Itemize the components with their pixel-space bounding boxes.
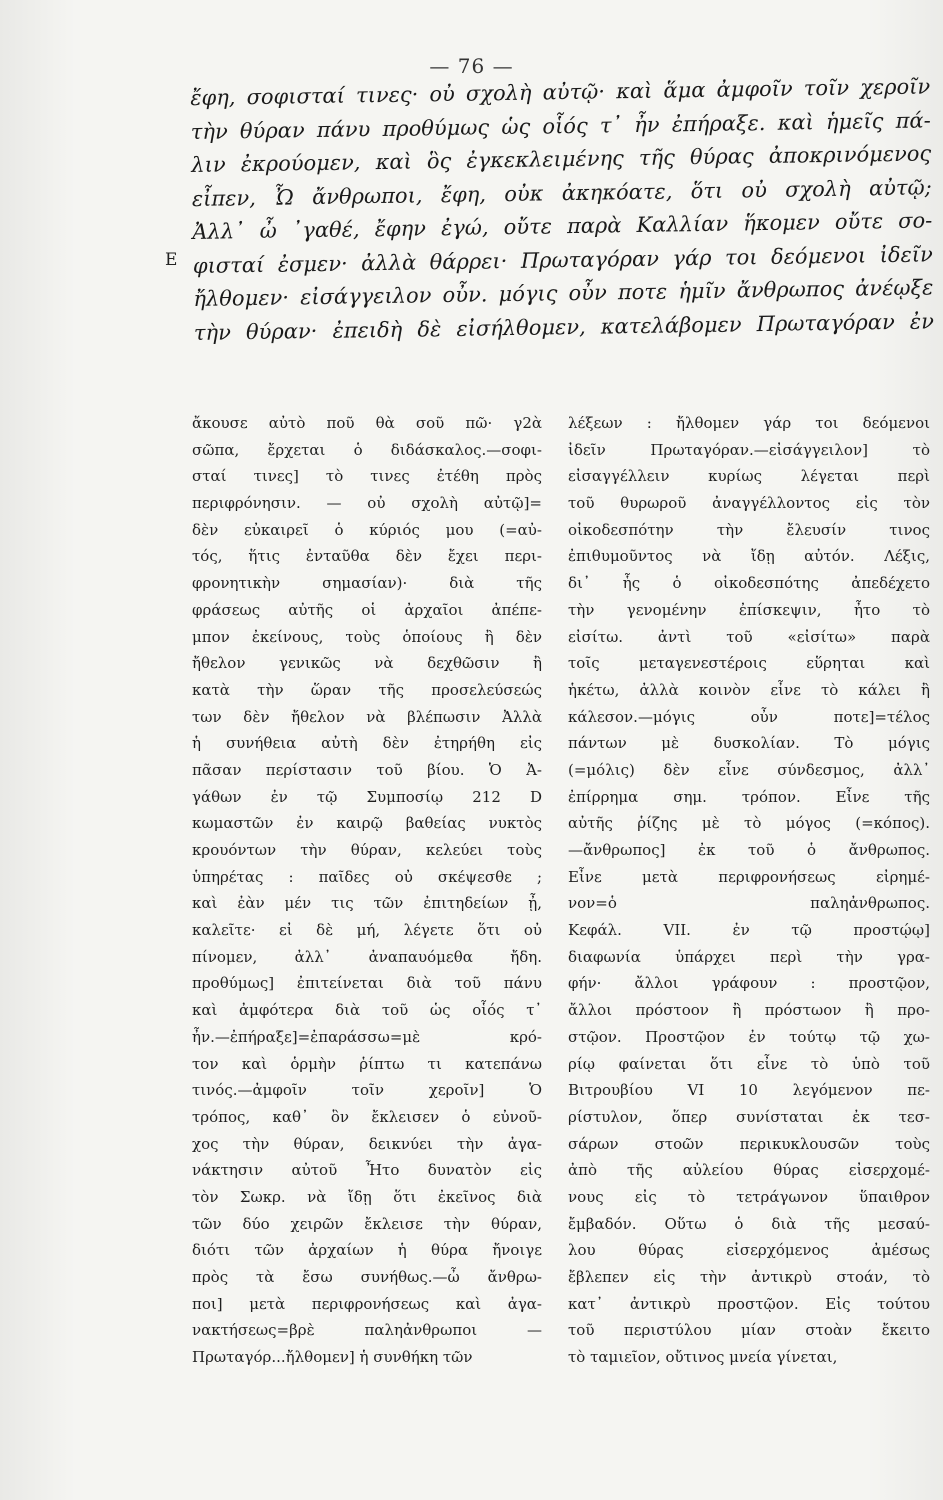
commentary-line: δι᾽ ἧς ὁ οἰκοδεσπότης ἀπεδέχετο [568, 574, 930, 593]
commentary-line: αὐτῆς ῥίζης μὲ τὸ μόγος (=κόπος). [568, 814, 930, 833]
commentary-line: πίνομεν, ἀλλ᾽ ἀναπαυόμεθα ἤδη. [192, 947, 542, 966]
commentary-line: σταί τινες] τὸ τινες ἐτέθη πρὸς [192, 467, 542, 486]
commentary-left-column [192, 410, 542, 1371]
commentary-line: —ἄνθρωπος] ἐκ τοῦ ὁ ἄνθρωπος. [568, 841, 930, 859]
commentary-line: χος τὴν θύραν, δεικνύει τὴν ἀγα- [192, 1134, 542, 1153]
commentary-line: προθύμως] ἐπιτείνεται διὰ τοῦ πάνυ [192, 974, 542, 993]
commentary-line: κατ᾽ ἀντικρὺ προστῷον. Εἰς τούτου [568, 1294, 930, 1313]
commentary-line: ἐπίρρημα σημ. τρόπον. Εἶνε τῆς [568, 787, 930, 806]
commentary-line: εἰσαγγέλλειν κυρίως λέγεται περὶ [568, 467, 930, 486]
commentary-line: νον=ὁ παληἀνθρωπος. [568, 894, 930, 913]
commentary-line: τὴν γενομένην ἐπίσκεψιν, ἦτο τὸ [568, 600, 930, 619]
commentary-line: καὶ ἀμφότερα διὰ τοῦ ὡς οἷός τ᾽ [192, 1001, 542, 1020]
commentary-line: γάθων ἐν τῷ Συμποσίῳ 212 D [192, 787, 542, 806]
main-text-line: εἶπεν, Ὦ ἄνθρωποι, ἔφη, οὐκ ἀκηκόατε, ὅτι οὐ σχολὴ αὐτῷ; [191, 174, 932, 211]
commentary-line: ἡ συνήθεια αὐτὴ δὲν ἐτηρήθη εἰς [192, 734, 542, 753]
commentary-line: ἐπιθυμοῦντος νὰ ἴδῃ αὐτόν. Λέξις, [568, 547, 930, 566]
commentary-line: διότι τῶν ἀρχαίων ἡ θύρα ἤνοιγε [192, 1241, 542, 1260]
commentary-line: εἰσίτω. ἀντὶ τοῦ «εἰσίτω» παρὰ [568, 627, 930, 646]
main-text-line: ἤλθομεν· εἰσάγγειλον οὖν. μόγις οὖν ποτε ἡμῖν ἄνθρωπος ἀνέῳξε [193, 275, 934, 311]
commentary-line: ὑπηρέτας : παῖδες οὐ σκέψεσθε ; [192, 867, 542, 886]
main-text-line: τὴν θύραν· ἐπειδὴ δὲ εἰσήλθομεν, κατελάβομεν Πρωταγόραν ἐν [193, 308, 935, 345]
commentary-line: τῶν δύο χειρῶν ἔκλεισε τὴν θύραν, [192, 1214, 542, 1233]
commentary-line: μπον ἐκείνους, τοὺς ὁποίους ἢ δὲν [192, 627, 542, 646]
commentary-line: τινός.—ἀμφοῖν τοῖν χεροῖν] Ὁ [192, 1081, 542, 1100]
main-text-line: φισταί ἐσμεν· ἀλλὰ θάρρει· Πρωταγόραν γάρ τοι δεόμενοι ἰδεῖν [192, 241, 933, 278]
commentary-line: λέξεων : ἤλθομεν γάρ τοι δεόμενοι [568, 414, 930, 432]
commentary-line: ἄλλοι πρόστοον ἢ πρόστωον ἢ προ- [568, 1001, 930, 1020]
commentary-line: Βιτρουβίου VI 10 λεγόμενον πε- [568, 1081, 930, 1100]
commentary-line: φήν· ἄλλοι γράφουν : προστῷον, [568, 974, 930, 993]
commentary-line: δὲν εὐκαιρεῖ ὁ κύριός μου (=αὐ- [192, 520, 542, 539]
commentary-line: (=μόλις) δὲν εἶνε σύνδεσμος, ἀλλ᾽ [568, 760, 930, 779]
main-text-block [190, 70, 934, 350]
commentary-line: ἄκουσε αὐτὸ ποῦ θὰ σοῦ πῶ· γ2ὰ [192, 414, 542, 432]
commentary-line: περιφρόνησιν. — οὐ σχολὴ αὐτῷ]= [192, 494, 542, 513]
commentary-line: ἡκέτω, ἀλλὰ κοινὸν εἶνε τὸ κάλει ἢ [568, 680, 930, 699]
commentary-line: ἤθελον γενικῶς νὰ δεχθῶσιν ἢ [192, 654, 542, 673]
commentary-line: ἀπὸ τῆς αὐλείου θύρας εἰσερχομέ- [568, 1161, 930, 1180]
commentary-line: ἦν.—ἐπήραξε]=ἐπαράσσω=μὲ κρό- [192, 1027, 542, 1046]
commentary-line: των δὲν ἤθελον νὰ βλέπωσιν Ἀλλὰ [192, 707, 542, 726]
commentary-line: νάκτησιν αὐτοῦ Ἦτο δυνατὸν εἰς [192, 1161, 542, 1180]
main-text-line: Ἀλλ᾽ ὦ ᾽γαθέ, ἔφην ἐγώ, οὔτε παρὰ Καλλίαν ἥκομεν οὔτε σο- [192, 208, 933, 244]
commentary-line: νους εἰς τὸ τετράγωνον ὕπαιθρον [568, 1187, 930, 1206]
commentary-line: τοῦ περιστύλου μίαν στοὰν ἔκειτο [568, 1321, 930, 1340]
commentary-line: φράσεως αὐτῆς οἱ ἀρχαῖοι ἀπέπε- [192, 600, 542, 619]
main-text-line: τὴν θύραν πάνυ προθύμως ὡς οἷός τ᾽ ἦν ἐπήραξε. καὶ ἡμεῖς πά- [190, 107, 931, 144]
commentary-line: ποι] μετὰ περιφρονήσεως καὶ ἀγα- [192, 1294, 542, 1313]
page-number: — 76 — [429, 54, 514, 78]
commentary-right-column [568, 410, 930, 1371]
commentary-line: τὸν Σωκρ. νὰ ἴδῃ ὅτι ἐκεῖνος διὰ [192, 1187, 542, 1206]
commentary-line: καλεῖτε· εἰ δὲ μή, λέγετε ὅτι οὐ [192, 921, 542, 940]
commentary-line: διαφωνία ὑπάρχει περὶ τὴν γρα- [568, 947, 930, 966]
commentary-line: τός, ἥτις ἐνταῦθα δὲν ἔχει περι- [192, 547, 542, 566]
commentary-line: σῶπα, ἔρχεται ὁ διδάσκαλος.—σοφι- [192, 440, 542, 459]
commentary-line: φρονητικὴν σημασίαν)· διὰ τῆς [192, 574, 542, 593]
commentary-line: λου θύρας εἰσερχόμενος ἀμέσως [568, 1241, 930, 1260]
commentary-line: τον καὶ ὁρμὴν ῥίπτω τι κατεπάνω [192, 1054, 542, 1073]
commentary-line: ἰδεῖν Πρωταγόραν.—εἰσάγγειλον] τὸ [568, 440, 930, 459]
commentary-line: ἔμβαδόν. Οὕτω ὁ διὰ τῆς μεσαύ- [568, 1214, 930, 1233]
commentary-line: τρόπος, καθ᾽ ὃν ἔκλεισεν ὁ εὐνοῦ- [192, 1107, 542, 1126]
commentary-line: ἔβλεπεν εἰς τὴν ἀντικρὺ στοάν, τὸ [568, 1268, 930, 1286]
commentary-line: στῷον. Προστῷον ἐν τούτῳ τῷ χω- [568, 1027, 930, 1046]
commentary-line: τοῖς μεταγενεστέροις εὕρηται καὶ [568, 654, 930, 673]
commentary-line: νακτήσεως=βρὲ παληἀνθρωποι — [192, 1321, 542, 1340]
main-text-line: λιν ἐκρούομεν, καὶ ὃς ἐγκεκλειμένης τῆς θύρας ἀποκρινόμενος [191, 141, 932, 177]
main-text-line: ἔφη, σοφισταί τινες· οὐ σχολὴ αὐτῷ· καὶ ἅμα ἀμφοῖν τοῖν χεροῖν [190, 74, 931, 110]
commentary-line: ρίῳ φαίνεται ὅτι εἶνε τὸ ὑπὸ τοῦ [568, 1054, 930, 1073]
commentary-line: κάλεσον.—μόγις οὖν ποτε]=τέλος [568, 707, 930, 726]
commentary-line: Πρωταγόρ...ἤλθομεν] ἡ συνθήκη τῶν [192, 1348, 473, 1367]
commentary-line: πᾶσαν περίστασιν τοῦ βίου. Ὁ Ἀ- [192, 760, 542, 779]
commentary-line: πάντων μὲ δυσκολίαν. Τὸ μόγις [568, 734, 930, 753]
commentary-line: ρίστυλον, ὅπερ συνίσταται ἐκ τεσ- [568, 1107, 930, 1126]
commentary-line: κρουόντων τὴν θύραν, κελεύει τοὺς [192, 841, 542, 859]
commentary-line: πρὸς τὰ ἔσω συνήθως.—ὦ ἄνθρω- [192, 1268, 542, 1286]
margin-section-letter: E [165, 250, 178, 270]
commentary-line: τὸ ταμιεῖον, οὔτινος μνεία γίνεται, [568, 1348, 838, 1367]
commentary-line: κωμαστῶν ἐν καιρῷ βαθείας νυκτὸς [192, 814, 542, 833]
commentary-line: οἰκοδεσπότην τὴν ἔλευσίν τινος [568, 520, 930, 539]
commentary-line: σάρων στοῶν περικυκλουσῶν τοὺς [568, 1134, 930, 1153]
commentary-line: τοῦ θυρωροῦ ἀναγγέλλοντος εἰς τὸν [568, 494, 930, 513]
commentary-line: Κεφάλ. VII. ἐν τῷ προστῴῳ] [568, 921, 930, 940]
commentary-line: καὶ ἐὰν μέν τις τῶν ἐπιτηδείων ᾖ, [192, 894, 542, 913]
commentary-line: κατὰ τὴν ὥραν τῆς προσελεύσεώς [192, 680, 542, 699]
commentary-line: Εἶνε μετὰ περιφρονήσεως εἰρημέ- [568, 867, 930, 886]
